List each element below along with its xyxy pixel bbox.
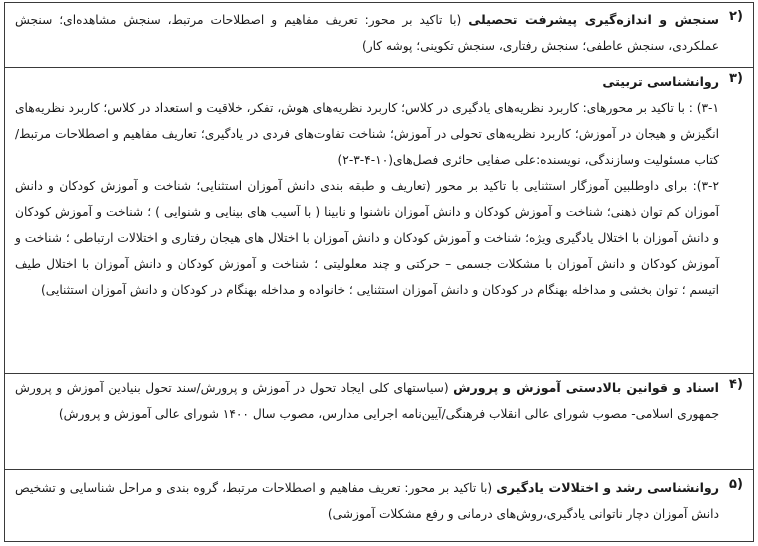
row-title: اسناد و قوانین بالادستی آموزش و پرورش <box>453 380 719 395</box>
row-title: روانشناسی تربیتی <box>602 74 719 89</box>
row-number: ۲) <box>729 9 743 24</box>
subsection-3-1: ۳-۱) : با تاکید بر محورهای: کاربرد نظریه‌های یادگیری در کلاس؛ کاربرد نظریه‌های هوش، تفکر، خلاقیت و استعداد در کلاس؛ کاربرد نظریه‌های انگیزش و هیجان در آموزش؛ کاربرد نظریه‌های تحولی در آموزش؛ شناخت تفاوت‌های فردی در یادگیری؛ تعاریف مفاهیم و اصطلاحات مرتبط/کتاب مسئولیت وسازندگی، نویسنده:علی صفایی حائری فصل‌های(۱۰-۴-۳-۲) <box>15 101 719 167</box>
row-content <box>15 375 719 427</box>
row-text: (سیاستهای کلی ایجاد تحول در آموزش و پرورش/سند تحول بنیادین آموزش و پرورش جمهوری اسلامی- مصوب شورای عالی انقلاب فرهنگی/آیین‌نامه اجرایی مدارس، مصوب سال ۱۴۰۰ شورای عالی آموزش و پرورش) <box>15 381 719 421</box>
row-text: (با تاکید بر محور: تعریف مفاهیم و اصطلاحات مرتبط، گروه بندی و مراحل شناسایی و تشخیص دانش آموزان دچار ناتوانی یادگیری،روش‌های درمانی و رفع مشکلات آموزشی) <box>15 481 719 521</box>
row-title: روانشناسی رشد و اختلالات یادگیری <box>496 480 720 495</box>
syllabus-table <box>4 2 754 542</box>
row-number: ۳) <box>729 71 743 86</box>
row-number: ۴) <box>729 377 743 392</box>
syllabus-row-4 <box>5 373 753 469</box>
row-content <box>15 7 719 59</box>
syllabus-row-3 <box>5 67 753 373</box>
row-text: (با تاکید بر محور: تعریف مفاهیم و اصطلاحات مرتبط، سنجش مشاهده‌ای؛ سنجش عملکردی، سنجش عاطفی؛ سنجش رفتاری، سنجش تکوینی؛ پوشه کار) <box>15 13 719 53</box>
row-title: سنجش و اندازه‌گیری پیشرفت تحصیلی <box>468 12 719 27</box>
subsection-3-2: ۳-۲): برای داوطلبین آموزگار استثنایی با تاکید بر محور (تعاریف و طبقه بندی دانش آموزان استثنایی؛ شناخت و آموزش کودکان و دانش آموزان کم توان ذهنی؛ شناخت و آموزش کودکان و دانش آموزان ناشنوا و نابینا ( با آسیب های بینایی و شنوایی ) ؛ شناخت و آموزش کودکان و دانش آموزان با اختلال یادگیری ویژه؛ شناخت و آموزش کودکان و دانش آموزان با اختلال های هیجان رفتاری و اختلالات ارتباطی ؛ شناخت و آموزش کودکان و دانش آموزان با مشکلات جسمی – حرکتی و چند معلولیتی ؛ شناخت و آموزش کودکان و دانش آموزان با اختلال طیف اتیسم ؛ توان بخشی و مداخله بهنگام در کودکان و دانش آموزان استثنایی ؛ خانواده و مداخله بهنگام در کودکان و دانش آموزان استثنایی) <box>15 179 719 297</box>
syllabus-row-2 <box>5 3 753 67</box>
row-content <box>15 69 719 303</box>
row-content <box>15 475 719 527</box>
row-number: ۵) <box>729 477 743 492</box>
syllabus-row-5 <box>5 469 753 541</box>
